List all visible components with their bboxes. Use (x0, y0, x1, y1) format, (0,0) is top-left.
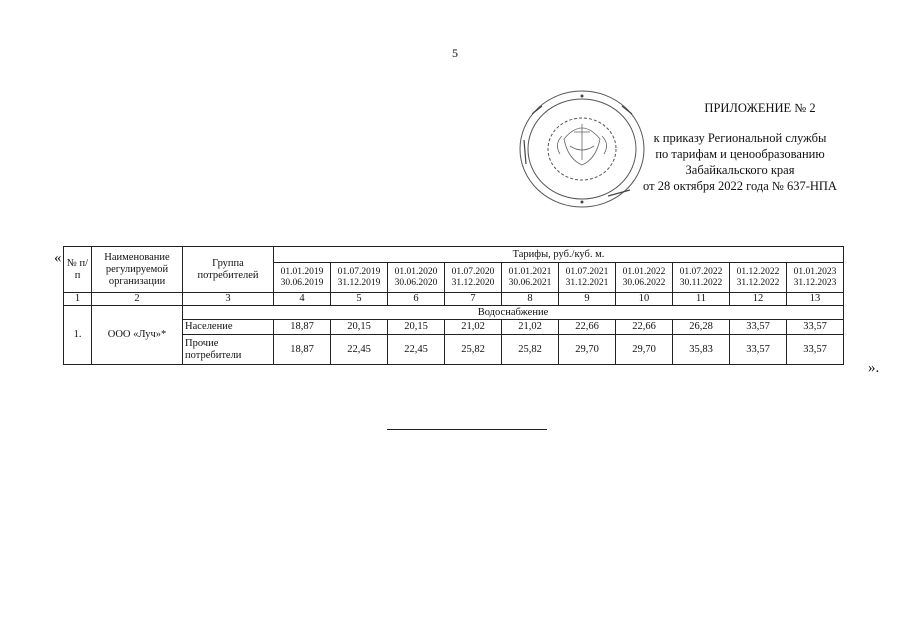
period-start: 01.07.2019 (337, 266, 381, 277)
consumer-group: Население (183, 320, 274, 335)
tariff-value: 25,82 (445, 335, 502, 365)
period-start: 01.01.2023 (793, 266, 837, 277)
tariff-value: 25,82 (502, 335, 559, 365)
tariff-value: 33,57 (730, 335, 787, 365)
period-end: 30.06.2020 (394, 277, 438, 288)
appendix-line: к приказу Региональной службы (653, 131, 827, 145)
appendix-title: ПРИЛОЖЕНИЕ № 2 (704, 101, 816, 115)
period-end: 30.06.2022 (622, 277, 666, 288)
consumer-group: Прочие потребители (183, 335, 274, 365)
tariff-table (63, 246, 844, 365)
tariff-value: 33,57 (730, 320, 787, 335)
column-number: 2 (92, 293, 183, 306)
tariff-value: 29,70 (559, 335, 616, 365)
column-number: 4 (274, 293, 331, 306)
section-title: Водоснабжение (183, 306, 844, 320)
tariff-value: 18,87 (274, 335, 331, 365)
period-header (616, 263, 673, 293)
column-number: 5 (331, 293, 388, 306)
column-number: 8 (502, 293, 559, 306)
column-number: 7 (445, 293, 502, 306)
appendix-line: по тарифам и ценообразованию (655, 147, 825, 161)
tariff-value: 22,66 (616, 320, 673, 335)
tariff-value: 35,83 (673, 335, 730, 365)
period-header (787, 263, 844, 293)
period-start: 01.01.2020 (394, 266, 438, 277)
period-start: 01.01.2019 (280, 266, 324, 277)
period-header (730, 263, 787, 293)
column-number: 9 (559, 293, 616, 306)
divider-line (387, 429, 547, 430)
opening-quote: « (54, 250, 62, 266)
tariff-value: 33,57 (787, 320, 844, 335)
period-header (445, 263, 502, 293)
tariff-value: 21,02 (445, 320, 502, 335)
header-org: Наименование регулируемой организации (92, 247, 183, 293)
period-start: 01.12.2022 (736, 266, 780, 277)
period-end: 30.06.2019 (280, 277, 324, 288)
column-number: 12 (730, 293, 787, 306)
column-number: 11 (673, 293, 730, 306)
tariff-value: 20,15 (331, 320, 388, 335)
period-end: 31.12.2021 (565, 277, 609, 288)
column-number: 1 (64, 293, 92, 306)
period-end: 30.11.2022 (679, 277, 723, 288)
column-number: 13 (787, 293, 844, 306)
header-group: Группа потребителей (183, 247, 274, 293)
period-end: 31.12.2022 (736, 277, 780, 288)
appendix-block (610, 100, 870, 194)
column-number: 10 (616, 293, 673, 306)
tariff-value: 18,87 (274, 320, 331, 335)
period-start: 01.01.2022 (622, 266, 666, 277)
period-header (388, 263, 445, 293)
appendix-line: Забайкальского края (685, 163, 795, 177)
tariff-value: 22,45 (388, 335, 445, 365)
column-number: 3 (183, 293, 274, 306)
period-start: 01.07.2021 (565, 266, 609, 277)
header-num: № п/п (64, 247, 92, 293)
period-start: 01.07.2020 (451, 266, 495, 277)
period-header (559, 263, 616, 293)
period-header (502, 263, 559, 293)
period-start: 01.01.2021 (508, 266, 552, 277)
organization-name: ООО «Луч»* (92, 306, 183, 365)
column-number: 6 (388, 293, 445, 306)
period-header (673, 263, 730, 293)
tariff-value: 33,57 (787, 335, 844, 365)
row-number: 1. (64, 306, 92, 365)
period-header (331, 263, 388, 293)
page-number: 5 (452, 46, 458, 60)
period-end: 31.12.2019 (337, 277, 381, 288)
period-header (274, 263, 331, 293)
period-start: 01.07.2022 (679, 266, 723, 277)
period-end: 30.06.2021 (508, 277, 552, 288)
tariff-value: 20,15 (388, 320, 445, 335)
tariff-value: 22,66 (559, 320, 616, 335)
tariff-value: 21,02 (502, 320, 559, 335)
tariff-value: 26,28 (673, 320, 730, 335)
appendix-line: от 28 октября 2022 года № 637-НПА (643, 179, 837, 193)
period-end: 31.12.2020 (451, 277, 495, 288)
tariff-value: 22,45 (331, 335, 388, 365)
header-tariffs: Тарифы, руб./куб. м. (274, 247, 844, 263)
period-end: 31.12.2023 (793, 277, 837, 288)
closing-quote: ». (868, 360, 880, 376)
tariff-value: 29,70 (616, 335, 673, 365)
